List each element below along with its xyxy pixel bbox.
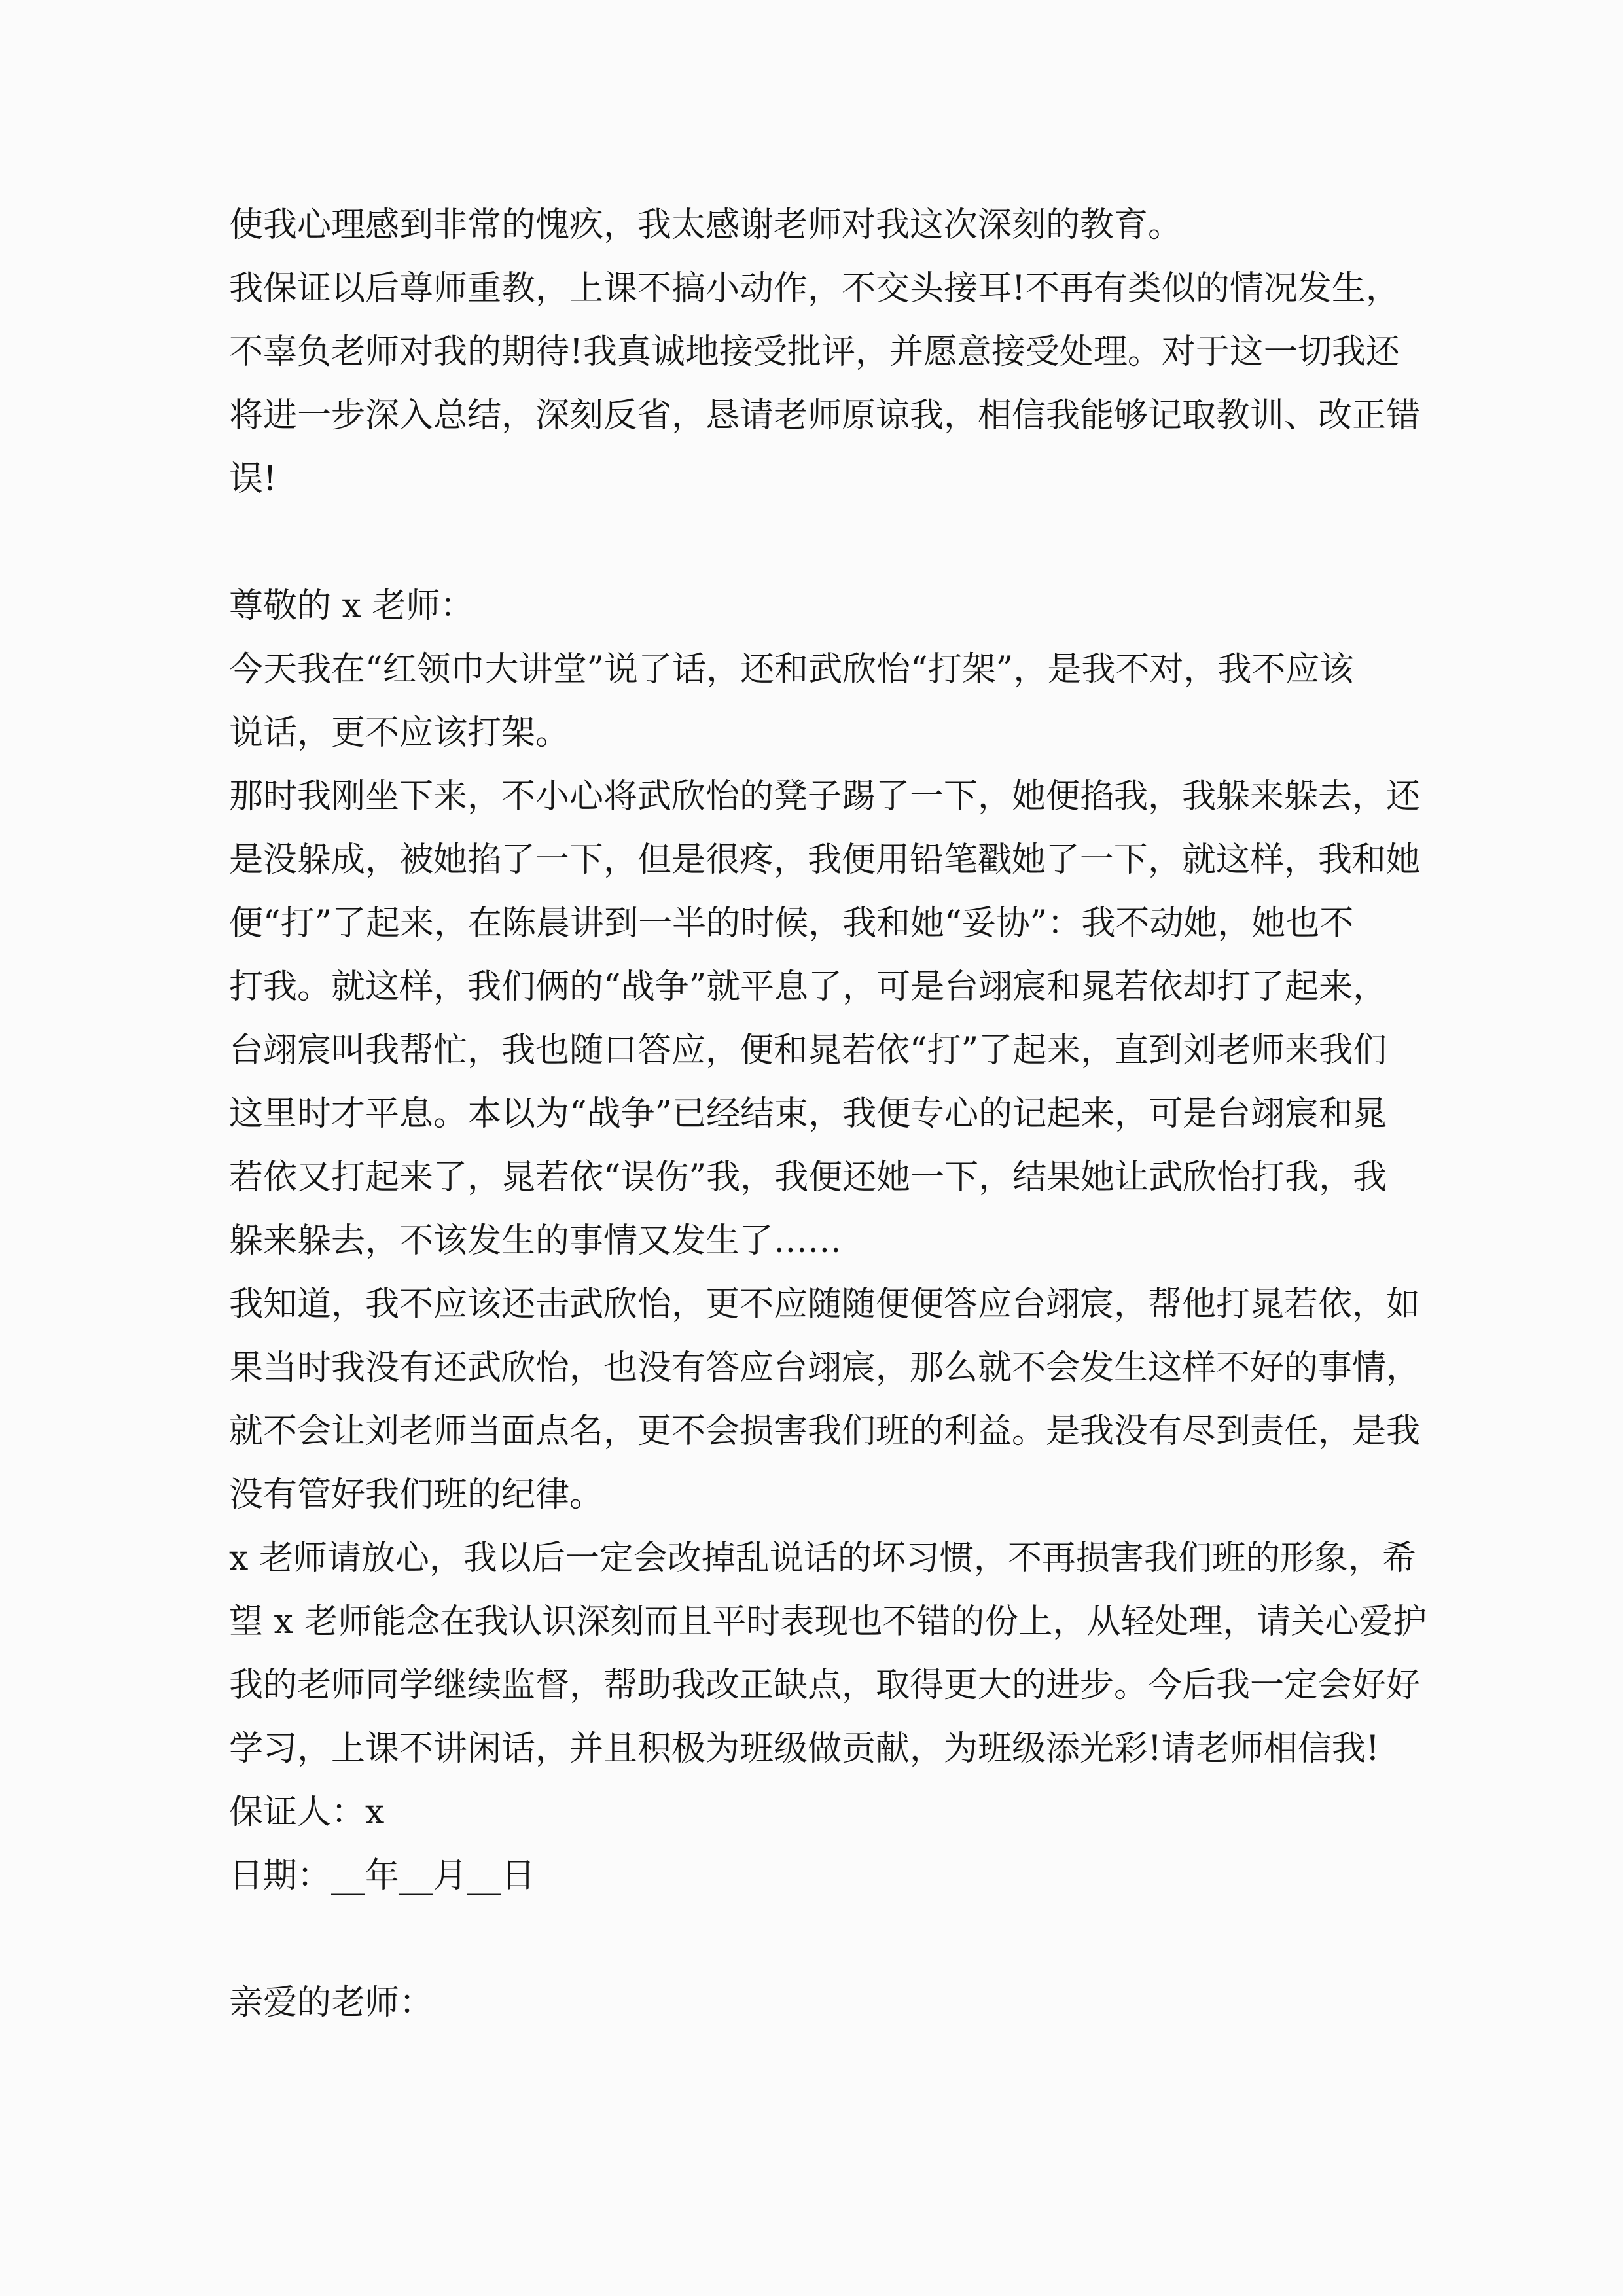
body-text-line: 不辜负老师对我的期待!我真诚地接受批评，并愿意接受处理。对于这一切我还 bbox=[229, 332, 1400, 372]
body-text-line: 学习，上课不讲闲话，并且积极为班级做贡献，为班级添光彩!请老师相信我! bbox=[229, 1729, 1380, 1768]
blank-line bbox=[229, 511, 1407, 575]
body-text-line: 就不会让刘老师当面点名，更不会损害我们班的利益。是我没有尽到责任，是我 bbox=[229, 1412, 1421, 1451]
blank-line bbox=[229, 1908, 1407, 1971]
body-text-line: 说话，更不应该打架。 bbox=[229, 713, 570, 753]
letter-content bbox=[229, 194, 1427, 2035]
date-line: 日期：__年__月__日 bbox=[229, 1856, 536, 1895]
body-text-line: 躲来躲去，不该发生的事情又发生了…… bbox=[229, 1221, 842, 1261]
body-text-line: 便“打”了起来，在陈晨讲到一半的时候，我和她“妥协”：我不动她，她也不 bbox=[229, 904, 1354, 943]
salutation-line: 尊敬的 x 老师： bbox=[229, 586, 474, 626]
body-text-line: 误! bbox=[229, 459, 277, 499]
body-text-line: 没有管好我们班的纪律。 bbox=[229, 1475, 604, 1515]
body-text-line: x 老师请放心，我以后一定会改掉乱说话的坏习惯，不再损害我们班的形象，希 bbox=[229, 1539, 1416, 1578]
body-text-line: 这里时才平息。本以为“战争”已经结束，我便专心的记起来，可是台翊宸和晁 bbox=[229, 1094, 1387, 1134]
body-text-line: 台翊宸叫我帮忙，我也随口答应，便和晁若依“打”了起来，直到刘老师来我们 bbox=[229, 1031, 1387, 1070]
body-text-line: 我的老师同学继续监督，帮助我改正缺点，取得更大的进步。今后我一定会好好 bbox=[229, 1666, 1421, 1705]
body-text-line: 是没躲成，被她掐了一下，但是很疼，我便用铅笔戳她了一下，就这样，我和她 bbox=[229, 840, 1421, 880]
salutation-line-2: 亲爱的老师： bbox=[229, 1983, 434, 2022]
body-text-line: 果当时我没有还武欣怡，也没有答应台翊宸，那么就不会发生这样不好的事情， bbox=[229, 1348, 1421, 1388]
body-text-line: 打我。就这样，我们俩的“战争”就平息了，可是台翊宸和晁若依却打了起来， bbox=[229, 967, 1387, 1007]
body-text-line: 望 x 老师能念在我认识深刻而且平时表现也不错的份上，从轻处理，请关心爱护 bbox=[229, 1602, 1427, 1641]
body-text-line: 那时我刚坐下来，不小心将武欣怡的凳子踢了一下，她便掐我，我躲来躲去，还 bbox=[229, 777, 1421, 816]
body-text-line: 若依又打起来了，晁若依“误伤”我，我便还她一下，结果她让武欣怡打我，我 bbox=[229, 1158, 1387, 1197]
guarantor-line: 保证人：x bbox=[229, 1793, 385, 1832]
body-text-line: 我知道，我不应该还击武欣怡，更不应随随便便答应台翊宸，帮他打晁若依，如 bbox=[229, 1285, 1421, 1324]
body-text-line: 将进一步深入总结，深刻反省，恳请老师原谅我，相信我能够记取教训、改正错 bbox=[229, 396, 1421, 435]
body-text-line: 使我心理感到非常的愧疚，我太感谢老师对我这次深刻的教育。 bbox=[229, 206, 1183, 245]
body-text-line: 我保证以后尊师重教，上课不搞小动作，不交头接耳!不再有类似的情况发生， bbox=[229, 269, 1400, 308]
body-text-line: 今天我在“红领巾大讲堂”说了话，还和武欣怡“打架”，是我不对，我不应该 bbox=[229, 650, 1354, 689]
